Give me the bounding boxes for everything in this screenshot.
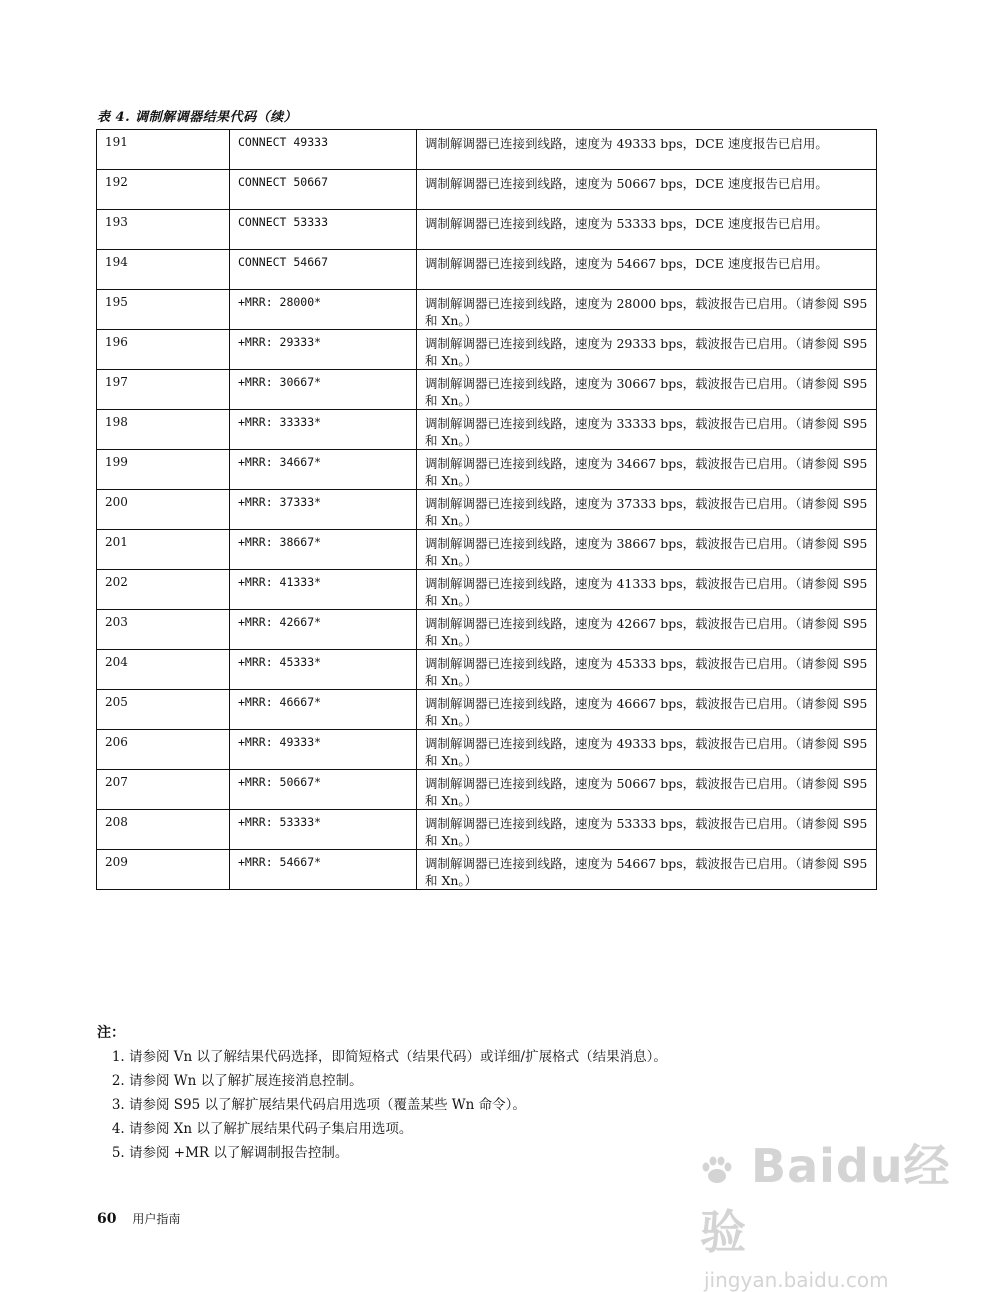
description-cell: 调制解调器已连接到线路，速度为 49333 bps，载波报告已启用。（请参阅 S95 和 Xn。） [417, 730, 877, 770]
table-row [97, 330, 877, 370]
description-cell: 调制解调器已连接到线路，速度为 30667 bps，载波报告已启用。（请参阅 S95 和 Xn。） [417, 370, 877, 410]
description-cell: 调制解调器已连接到线路，速度为 29333 bps，载波报告已启用。（请参阅 S95 和 Xn。） [417, 330, 877, 370]
note-item: 4. 请参阅 Xn 以了解扩展结果代码子集启用选项。 [129, 1117, 667, 1141]
description-cell: 调制解调器已连接到线路，速度为 46667 bps，载波报告已启用。（请参阅 S95 和 Xn。） [417, 690, 877, 730]
result-code-cell: +MRR: 30667* [230, 370, 417, 410]
table-row [97, 690, 877, 730]
description-cell: 调制解调器已连接到线路，速度为 33333 bps，载波报告已启用。（请参阅 S95 和 Xn。） [417, 410, 877, 450]
code-number-cell: 207 [97, 770, 230, 810]
table-row [97, 130, 877, 170]
page-number: 60 [97, 1211, 117, 1227]
page-footer [97, 1210, 180, 1227]
description-cell: 调制解调器已连接到线路，速度为 41333 bps，载波报告已启用。（请参阅 S95 和 Xn。） [417, 570, 877, 610]
result-code-cell: CONNECT 53333 [230, 210, 417, 250]
code-number-cell: 209 [97, 850, 230, 890]
description-cell: 调制解调器已连接到线路，速度为 38667 bps，载波报告已启用。（请参阅 S95 和 Xn。） [417, 530, 877, 570]
code-number-cell: 196 [97, 330, 230, 370]
code-number-cell: 197 [97, 370, 230, 410]
result-code-cell: +MRR: 41333* [230, 570, 417, 610]
result-code-cell: CONNECT 54667 [230, 250, 417, 290]
code-number-cell: 199 [97, 450, 230, 490]
description-cell: 调制解调器已连接到线路，速度为 28000 bps，载波报告已启用。（请参阅 S95 和 Xn。） [417, 290, 877, 330]
table-row [97, 850, 877, 890]
watermark-brand: Baidu经验 [700, 1139, 951, 1259]
description-cell: 调制解调器已连接到线路，速度为 49333 bps，DCE 速度报告已启用。 [417, 130, 877, 170]
description-cell: 调制解调器已连接到线路，速度为 50667 bps，载波报告已启用。（请参阅 S95 和 Xn。） [417, 770, 877, 810]
table-row [97, 490, 877, 530]
result-code-cell: +MRR: 38667* [230, 530, 417, 570]
table-row [97, 770, 877, 810]
result-code-cell: +MRR: 34667* [230, 450, 417, 490]
table-row [97, 210, 877, 250]
note-item: 3. 请参阅 S95 以了解扩展结果代码启用选项（覆盖某些 Wn 命令）。 [129, 1093, 667, 1117]
description-cell: 调制解调器已连接到线路，速度为 54667 bps，载波报告已启用。（请参阅 S95 和 Xn。） [417, 850, 877, 890]
table-row [97, 410, 877, 450]
result-code-cell: +MRR: 33333* [230, 410, 417, 450]
code-number-cell: 202 [97, 570, 230, 610]
table-row [97, 730, 877, 770]
result-code-cell: +MRR: 42667* [230, 610, 417, 650]
table-caption: 表 4. 调制解调器结果代码（续） [97, 110, 298, 125]
result-code-cell: +MRR: 53333* [230, 810, 417, 850]
code-number-cell: 205 [97, 690, 230, 730]
table-row [97, 170, 877, 210]
code-number-cell: 194 [97, 250, 230, 290]
code-number-cell: 193 [97, 210, 230, 250]
code-number-cell: 191 [97, 130, 230, 170]
watermark-url: jingyan.baidu.com [704, 1268, 889, 1292]
result-code-cell: +MRR: 29333* [230, 330, 417, 370]
result-code-cell: +MRR: 37333* [230, 490, 417, 530]
description-cell: 调制解调器已连接到线路，速度为 45333 bps，载波报告已启用。（请参阅 S95 和 Xn。） [417, 650, 877, 690]
code-number-cell: 208 [97, 810, 230, 850]
baidu-paw-icon [700, 1155, 734, 1185]
table-row [97, 650, 877, 690]
notes-list [97, 1045, 667, 1165]
result-code-cell: +MRR: 50667* [230, 770, 417, 810]
table-row [97, 450, 877, 490]
code-number-cell: 204 [97, 650, 230, 690]
code-number-cell: 201 [97, 530, 230, 570]
table-row [97, 250, 877, 290]
table-row [97, 610, 877, 650]
description-cell: 调制解调器已连接到线路，速度为 42667 bps，载波报告已启用。（请参阅 S95 和 Xn。） [417, 610, 877, 650]
table-row [97, 290, 877, 330]
description-cell: 调制解调器已连接到线路，速度为 34667 bps，载波报告已启用。（请参阅 S95 和 Xn。） [417, 450, 877, 490]
description-cell: 调制解调器已连接到线路，速度为 37333 bps，载波报告已启用。（请参阅 S95 和 Xn。） [417, 490, 877, 530]
code-number-cell: 195 [97, 290, 230, 330]
note-item: 5. 请参阅 +MR 以了解调制报告控制。 [129, 1141, 667, 1165]
code-number-cell: 192 [97, 170, 230, 210]
description-cell: 调制解调器已连接到线路，速度为 53333 bps，DCE 速度报告已启用。 [417, 210, 877, 250]
description-cell: 调制解调器已连接到线路，速度为 53333 bps，载波报告已启用。（请参阅 S95 和 Xn。） [417, 810, 877, 850]
notes-title: 注： [97, 1025, 125, 1041]
result-code-cell: +MRR: 28000* [230, 290, 417, 330]
code-number-cell: 203 [97, 610, 230, 650]
code-number-cell: 200 [97, 490, 230, 530]
description-cell: 调制解调器已连接到线路，速度为 54667 bps，DCE 速度报告已启用。 [417, 250, 877, 290]
watermark [700, 1130, 960, 1292]
table-row [97, 570, 877, 610]
result-code-cell: CONNECT 49333 [230, 130, 417, 170]
document-title: 用户指南 [132, 1212, 181, 1226]
table-row [97, 370, 877, 410]
result-codes-table [96, 129, 877, 890]
description-cell: 调制解调器已连接到线路，速度为 50667 bps，DCE 速度报告已启用。 [417, 170, 877, 210]
notes-section [97, 1022, 667, 1165]
note-item: 1. 请参阅 Vn 以了解结果代码选择，即简短格式（结果代码）或详细/扩展格式（结果消息）。 [129, 1045, 667, 1069]
note-item: 2. 请参阅 Wn 以了解扩展连接消息控制。 [129, 1069, 667, 1093]
result-code-cell: +MRR: 46667* [230, 690, 417, 730]
result-code-cell: CONNECT 50667 [230, 170, 417, 210]
result-code-cell: +MRR: 45333* [230, 650, 417, 690]
result-code-cell: +MRR: 49333* [230, 730, 417, 770]
result-code-cell: +MRR: 54667* [230, 850, 417, 890]
code-number-cell: 198 [97, 410, 230, 450]
table-row [97, 530, 877, 570]
table-row [97, 810, 877, 850]
code-number-cell: 206 [97, 730, 230, 770]
